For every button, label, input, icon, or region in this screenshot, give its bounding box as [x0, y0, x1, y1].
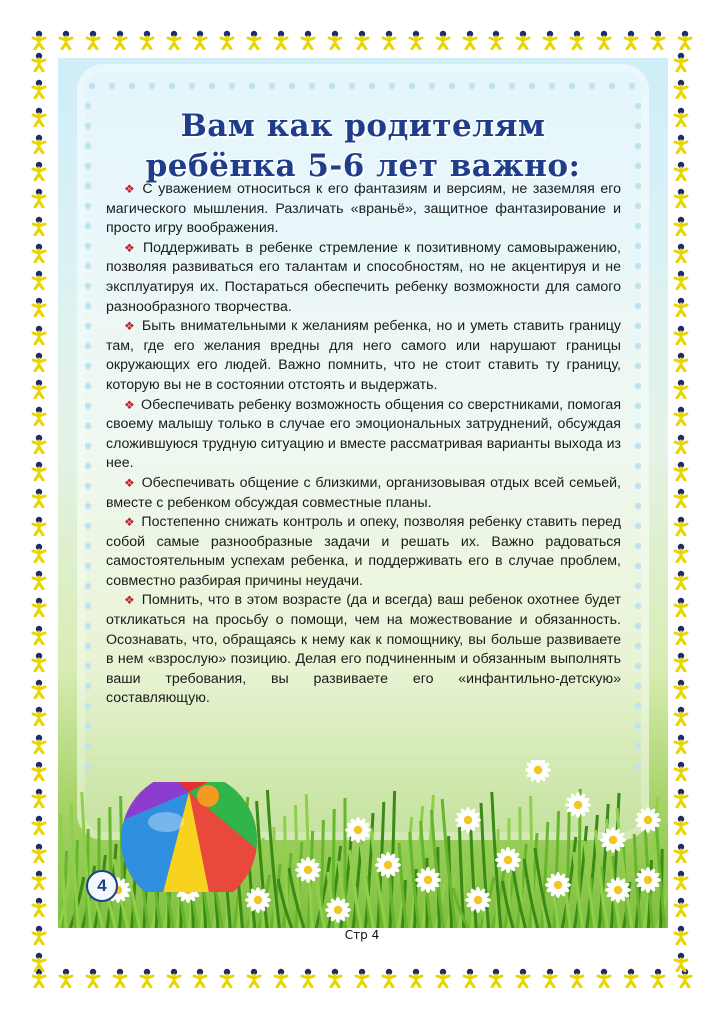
border-figure-icon — [595, 968, 613, 990]
advice-text: Постепенно снижать контроль и опеку, позволяя ребенку ставить перед собой самые разнообразные задачи и решать их. Важно радоваться самостоятельным успехам ребенка, и поддерживать его в случае проблем, совместно разбирая причины неудачи. — [106, 514, 621, 589]
diamond-bullet-icon: ❖ — [124, 397, 136, 412]
border-figure-icon — [218, 968, 236, 990]
border-figure-icon — [672, 625, 694, 645]
border-figure-icon — [191, 968, 209, 990]
border-figure-icon — [461, 30, 479, 52]
border-figure-icon — [672, 761, 694, 781]
advice-text: Обеспечивать общение с близкими, организовывая отдых всей семьей, вместе с ребенком обсуждая совместные планы. — [106, 474, 621, 511]
border-figure-icon — [672, 870, 694, 890]
diamond-bullet-icon: ❖ — [124, 240, 137, 255]
advice-text: Быть внимательными к желаниям ребенка, но и уметь ставить границу там, где его желания вредны для него самого или нарушают границы окружающих его людей. Важно помнить, что не стоит ставить ту границу, которую вы не в состоянии отстоять и выдержать. — [106, 318, 622, 393]
border-figure-icon — [487, 968, 505, 990]
border-figure-icon — [30, 652, 52, 672]
border-figure-icon — [30, 297, 52, 317]
border-figure-icon — [672, 52, 694, 72]
border-figure-icon — [165, 968, 183, 990]
border-figure-icon — [30, 570, 52, 590]
diamond-bullet-icon: ❖ — [124, 593, 136, 608]
border-figure-icon — [30, 897, 52, 917]
border-figure-icon — [672, 243, 694, 263]
beach-ball-icon — [118, 782, 260, 892]
border-figure-icon — [672, 734, 694, 754]
border-figure-icon — [30, 161, 52, 181]
border-figure-icon — [380, 30, 398, 52]
border-figure-icon — [649, 30, 667, 52]
border-figure-icon — [672, 134, 694, 154]
border-figure-icon — [672, 570, 694, 590]
border-figure-icon — [672, 188, 694, 208]
border-figure-icon — [649, 968, 667, 990]
advice-item — [106, 180, 621, 239]
border-figure-icon — [30, 406, 52, 426]
border-figure-icon — [30, 243, 52, 263]
border-figure-icon — [272, 30, 290, 52]
border-figure-icon — [672, 543, 694, 563]
border-figure-icon — [672, 843, 694, 863]
page-title-line1: Вам как родителям — [180, 108, 546, 144]
border-figure-icon — [407, 30, 425, 52]
border-figure-icon — [672, 406, 694, 426]
border-top — [30, 30, 694, 52]
border-figure-icon — [245, 30, 263, 52]
border-figure-icon — [672, 379, 694, 399]
border-figure-icon — [218, 30, 236, 52]
border-figure-icon — [676, 30, 694, 52]
diamond-bullet-icon: ❖ — [124, 515, 136, 530]
border-figure-icon — [30, 843, 52, 863]
border-figure-icon — [407, 968, 425, 990]
advice-item — [106, 239, 621, 317]
border-figure-icon — [672, 516, 694, 536]
advice-item — [106, 474, 621, 513]
border-figure-icon — [672, 352, 694, 372]
border-figure-icon — [57, 968, 75, 990]
border-figure-icon — [380, 968, 398, 990]
border-figure-icon — [84, 968, 102, 990]
border-figure-icon — [30, 761, 52, 781]
border-figure-icon — [30, 952, 52, 972]
border-figure-icon — [30, 352, 52, 372]
border-figure-icon — [326, 968, 344, 990]
border-figure-icon — [672, 325, 694, 345]
border-figure-icon — [487, 30, 505, 52]
advice-text: Поддерживать в ребенке стремление к позитивному самовыражению, позволяя развиваться его талантам и способностям, но не акцентируя и не эксплуатируя их. Постараться обеспечить ребенку возможности для самого разнообразного творчества. — [106, 239, 621, 315]
page-footer: Стр 4 — [344, 928, 380, 942]
border-figure-icon — [672, 107, 694, 127]
border-figure-icon — [30, 488, 52, 508]
border-figure-icon — [672, 652, 694, 672]
page-title-line2: ребёнка 5-6 лет важно: — [145, 148, 581, 184]
border-figure-icon — [672, 270, 694, 290]
border-figure-icon — [30, 461, 52, 481]
border-figure-icon — [353, 968, 371, 990]
border-figure-icon — [672, 679, 694, 699]
border-figure-icon — [30, 870, 52, 890]
border-figure-icon — [30, 79, 52, 99]
border-figure-icon — [672, 897, 694, 917]
border-figure-icon — [672, 79, 694, 99]
border-figure-icon — [299, 968, 317, 990]
border-figure-icon — [30, 815, 52, 835]
border-figure-icon — [138, 30, 156, 52]
border-figure-icon — [111, 968, 129, 990]
advice-item — [106, 591, 621, 709]
border-figure-icon — [461, 968, 479, 990]
border-figure-icon — [622, 30, 640, 52]
border-figure-icon — [30, 734, 52, 754]
border-figure-icon — [672, 161, 694, 181]
border-figure-icon — [30, 52, 52, 72]
border-figure-icon — [672, 297, 694, 317]
border-figure-icon — [30, 516, 52, 536]
border-figure-icon — [30, 679, 52, 699]
border-figure-icon — [30, 216, 52, 236]
border-figure-icon — [622, 968, 640, 990]
border-left — [30, 52, 52, 972]
border-figure-icon — [165, 30, 183, 52]
border-figure-icon — [434, 968, 452, 990]
border-figure-icon — [595, 30, 613, 52]
border-figure-icon — [30, 706, 52, 726]
border-figure-icon — [672, 434, 694, 454]
border-figure-icon — [30, 30, 48, 52]
diamond-bullet-icon: ❖ — [124, 475, 136, 490]
border-figure-icon — [672, 706, 694, 726]
border-figure-icon — [30, 270, 52, 290]
advice-item — [106, 396, 621, 474]
border-right — [672, 52, 694, 972]
page-number-badge: 4 — [86, 870, 118, 902]
border-figure-icon — [245, 968, 263, 990]
border-figure-icon — [30, 434, 52, 454]
border-figure-icon — [299, 30, 317, 52]
border-bottom — [30, 968, 694, 990]
border-figure-icon — [326, 30, 344, 52]
border-figure-icon — [568, 968, 586, 990]
advice-text: С уважением относиться к его фантазиям и версиям, не заземляя его магического мышления. Различать «враньё», защитное фантазирование и просто игру воображения. — [106, 181, 621, 237]
border-figure-icon — [57, 30, 75, 52]
border-figure-icon — [672, 216, 694, 236]
advice-item — [106, 317, 621, 395]
border-figure-icon — [111, 30, 129, 52]
diamond-bullet-icon: ❖ — [124, 319, 136, 334]
border-figure-icon — [30, 379, 52, 399]
border-figure-icon — [30, 625, 52, 645]
border-figure-icon — [672, 461, 694, 481]
advice-text: Помнить, что в этом возрасте (да и всегда) ваш ребенок охотнее будет откликаться на просьбу о помощи, чем на можествование и обязанность. Осознавать, что, обращаясь к нему как к помощнику, вы больше развиваете в нем «взрослую» позицию. Делая его подчиненным и обязанным выполнять ваши требования, вы развиваете его «инфантильно-детскую» составляющую. — [106, 592, 621, 707]
border-figure-icon — [30, 543, 52, 563]
diamond-bullet-icon: ❖ — [124, 182, 137, 196]
border-figure-icon — [138, 968, 156, 990]
border-figure-icon — [272, 968, 290, 990]
border-figure-icon — [30, 188, 52, 208]
border-figure-icon — [30, 325, 52, 345]
border-figure-icon — [672, 488, 694, 508]
border-figure-icon — [672, 597, 694, 617]
border-figure-icon — [30, 107, 52, 127]
border-figure-icon — [672, 952, 694, 972]
border-figure-icon — [514, 968, 532, 990]
border-figure-icon — [514, 30, 532, 52]
border-figure-icon — [672, 815, 694, 835]
border-figure-icon — [434, 30, 452, 52]
border-figure-icon — [84, 30, 102, 52]
border-figure-icon — [30, 788, 52, 808]
border-figure-icon — [568, 30, 586, 52]
border-figure-icon — [30, 134, 52, 154]
border-figure-icon — [30, 597, 52, 617]
advice-item — [106, 513, 621, 591]
border-figure-icon — [541, 968, 559, 990]
border-figure-icon — [191, 30, 209, 52]
border-figure-icon — [672, 788, 694, 808]
advice-text: Обеспечивать ребенку возможность общения со сверстниками, помогая своему малышу только в случае его эмоциональных затруднений, обсуждая сложившуюся трудную ситуацию и вместе рассматривая варианты выхода из нее. — [106, 396, 621, 472]
advice-list — [106, 180, 621, 709]
border-figure-icon — [541, 30, 559, 52]
border-figure-icon — [353, 30, 371, 52]
